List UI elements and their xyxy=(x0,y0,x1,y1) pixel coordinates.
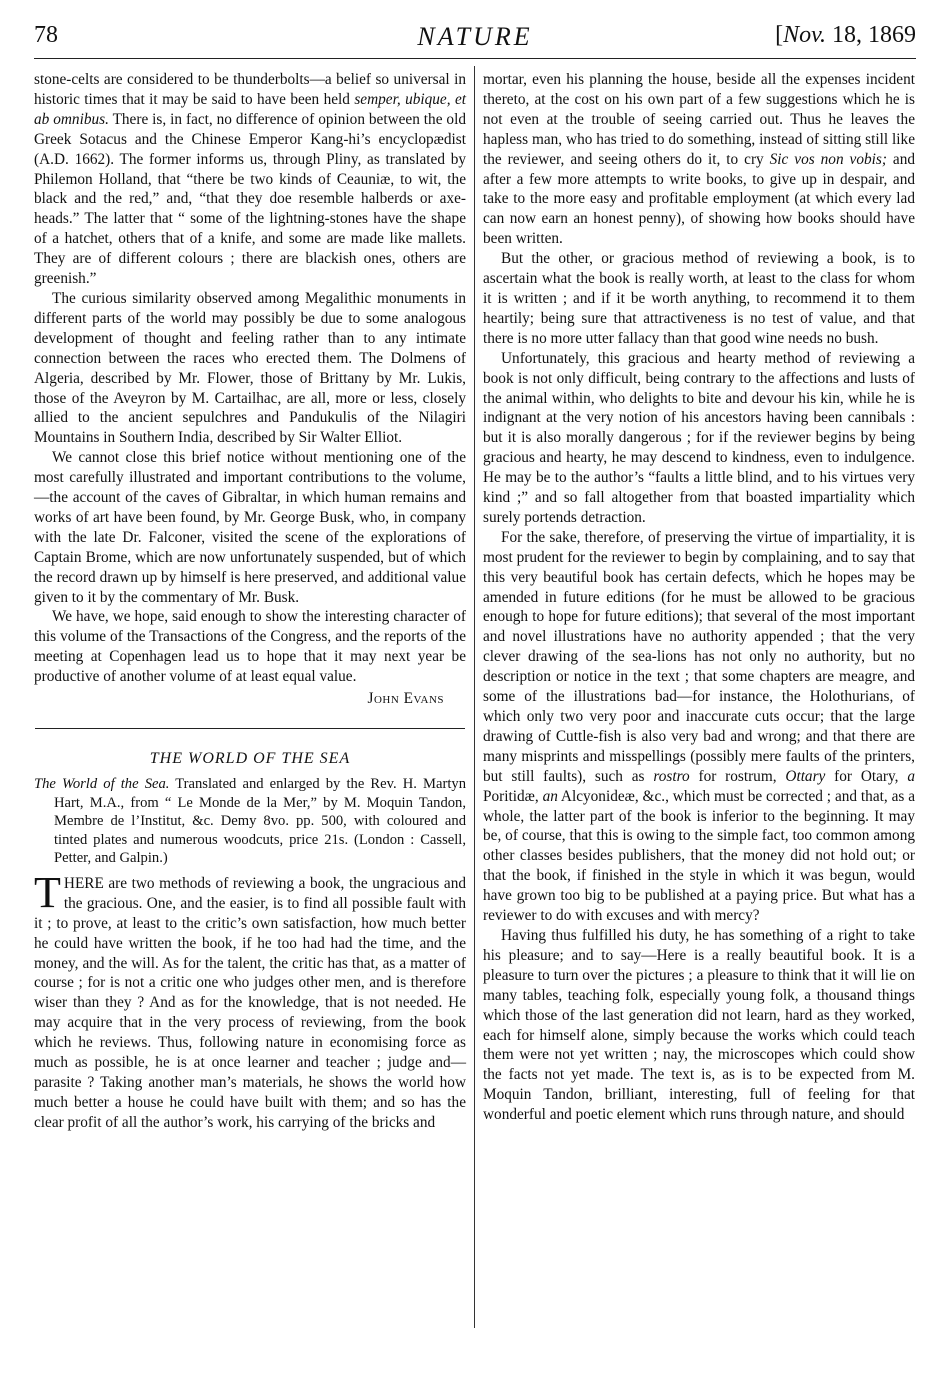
page-header xyxy=(34,22,916,59)
paragraph-text: Poritidæ, xyxy=(483,787,543,805)
latin-phrase: semper, ubique, et ab omnibus. xyxy=(34,90,466,128)
paragraph: Unfortunately, this gracious and hearty method of reviewing a book is not only difficult, being contrary to the affections and lusts of the animal within, who delights to bite and devour his kin, while he is indignant at the very notion of his ancestors having been cannibals : but it is also morally dangerous ; for if the reviewer begins by being gracious and hearty, he may descend to kindness, even to indulgence. He may be to the author’s “faults a little blind, and to his virtues very kind ;” and so fall altogether from that boasted impartiality which surely portends detraction. xyxy=(483,349,915,526)
journal-title: NATURE xyxy=(417,22,533,51)
paragraph-text: stone-celts are considered to be thunderbolts—a belief so universal in historic times that it may be said to have been held xyxy=(34,71,466,108)
paragraph xyxy=(34,70,466,289)
paragraph-text: and after a few more attempts to write books, to give up in despair, and take to the more easy and profitable employment (at which every lad can now earn an honest penny), of showing how books should have been written. xyxy=(483,150,915,248)
italic-word: rostro xyxy=(653,767,690,785)
page-number: 78 xyxy=(34,22,58,48)
date-rest: 18, 1869 xyxy=(826,22,916,48)
italic-word: an xyxy=(542,787,558,805)
author-signature: John Evans xyxy=(367,690,444,708)
paragraph-text: for Otary, xyxy=(825,767,908,785)
paragraph: We cannot close this brief notice without mentioning one of the most carefully illustrated and important contributions to the volume,—the account of the caves of Gibraltar, in which human remains and works of art have been found, by Mr. George Busk, who, in company with the late Dr. Falconer, visited the scene of the explorations of Captain Brome, which are now unfortunately suspended, but of which the record drawn up by himself is here preserved, and additional value given to it by the commentary of Mr. Busk. xyxy=(34,449,466,606)
left-column xyxy=(34,70,466,1133)
paragraph: The curious similarity observed among Megalithic monuments in different parts of the world may possibly be due to some analogous development of thought and feeling rather than to any intimate connection between the races who erected them. The Dolmens of Algeria, described by Mr. Flower, those of Brittany by Mr. Lukis, those of the Aveyron by M. Cartailhac, are all, more or less, closely allied to the ancient sepulchres and Pandukulis of the Nilagiri Mountains in Southern India, described by Sir Walter Elliot. xyxy=(34,289,466,447)
paragraph-text: For the sake, therefore, of preserving the virtue of impartiality, it is most prudent for the reviewer to begin by complaining, and to say that this very beautiful book has certain defects, which he hopes may be amended in future editions (for he must be allowed to be gracious enough to hope for future editions); that several of the most important and novel illustrations have no authority appended ; that the very clever drawing of the sea-lions has not only no authority, but no description or notice in the text ; that some chapters are meagre, and some of the illustrations bad—for instance, the Holothurians, of which only two very poor and inaccurate cuts occur; that the large drawing of Cuttle-fish is also very bad and wrong; and that there are many misprints and misspellings (possibly mere faults of the printers, but still faults), such as xyxy=(483,528,915,785)
book-citation xyxy=(34,775,466,868)
paragraph xyxy=(483,70,915,249)
column-divider xyxy=(474,66,475,1328)
date-month: Nov. xyxy=(783,22,826,48)
latin-phrase: Sic vos non vobis; xyxy=(769,150,887,168)
paragraph-text: Alcyonideæ, &c., which must be corrected ; and that, as a whole, the latter part of the book is inferior to the beginning. It may be, of course, that this is owing to the simple fact, too common among other classes besides publishers, that the money did not hold out; or that the book, if finished in the style in which it was begun, would have grown too big to be published at a paying price. But what has a reviewer to do with excuses and with mercy? xyxy=(483,787,916,925)
drop-cap: T xyxy=(34,867,61,917)
paragraph-text: There is, in fact, no difference of opinion between the old Greek Sotacus and the Chinese Emperor Kang-hi’s encyclopædist (A.D. 1662). The former informs us, through Pliny, as translated by Philemon Holland, that “there be two kinds of Ceauniæ, to wit, the black and the red,” and, “that they doe resemble halberds or axe-heads.” The latter that “ some of the lightning-stones have the shape of a hatchet, others that of a knife, and some are made like mallets. They are of different colours ; there are blackish ones, others are greenish.” xyxy=(34,110,466,288)
paragraph xyxy=(483,528,915,926)
book-details: Translated and enlarged by the Rev. H. Martyn Hart, M.A., from “ Le Monde de la Mer,” by M. Moquin Tandon, Membre de l’Institut, &c. Demy 8vo. pp. 500, with coloured and tinted plates and numerous woodcuts, price 21s. (London : Cassell, Petter, and Galpin.) xyxy=(54,775,467,867)
paragraph: Having thus fulfilled his duty, he has something of a right to take his pleasure; and to say—Here is a really beautiful book. It is a pleasure to turn over the pictures ; a pleasure to think that it will lie on many tables, teaching folk, especially young folk, a thousand things which those of the last generation did not learn, hard as they worked, each for himself alone, simply because the works which could teach them were not yet written ; nay, the microscopes which could show the facts not yet made. The text is, as is to be expected from M. Moquin Tandon, brilliant, interesting, full of feeling for that wonderful and poetic element which runs through nature, and should xyxy=(483,926,915,1124)
issue-date xyxy=(775,22,916,49)
paragraph: We have, we hope, said enough to show the interesting character of this volume of the Transactions of the Congress, and the reports of the meeting at Copenhagen lead us to hope that it may next year be productive of another volume of at least equal value. xyxy=(34,608,466,686)
italic-word: a xyxy=(907,767,915,785)
paragraph-text: mortar, even his planning the house, beside all the expenses incident thereto, at the cost on his own part of a few suggestions which he is not even at the trouble of seeing carried out. Thus he leaves the hapless man, who has tried to do something, instead of sitting still like the reviewer, and seeing others do it, to cry xyxy=(483,71,915,168)
right-column xyxy=(483,70,915,1125)
book-title: The World of the Sea. xyxy=(34,775,170,792)
section-title: THE WORLD OF THE SEA xyxy=(149,750,351,767)
paragraph xyxy=(34,867,466,1133)
paragraph: But the other, or gracious method of reviewing a book, is to ascertain what the book is really worth, at least to the class for whom it is written ; and if it be worth anything, to recommend it to them heartily; being sure that attractiveness is no test of value, and that there is no more utter fallacy than that good wine needs no bush. xyxy=(483,250,915,347)
section-divider xyxy=(35,728,465,729)
date-bracket: [ xyxy=(775,22,784,48)
italic-word: Ottary xyxy=(785,767,826,785)
paragraph-text: HERE are two methods of reviewing a book, the ungracious and the gracious. One, and the easier, is to find all possible fault with it ; to prove, at least to the critic’s own satisfaction, how much better he could have written the book, if he too had had the time, and the money, and the will. As for the talent, the critic has that, as a matter of course ; for is not a critic one who judges other men, and is therefore wiser than they ? And as for the knowledge, that is not needed. He may acquire that in the very process of reviewing, from the book which he reviews. Thus, following nature in economising force as much as possible, he is at once learner and teacher ; judge and—parasite ? Taking another man’s materials, he shows the world how much better a house he could have built with them; and so has the clear profit of all the author’s work, his carrying of the bricks and xyxy=(34,874,466,1131)
paragraph-text: for rostrum, xyxy=(689,767,786,785)
